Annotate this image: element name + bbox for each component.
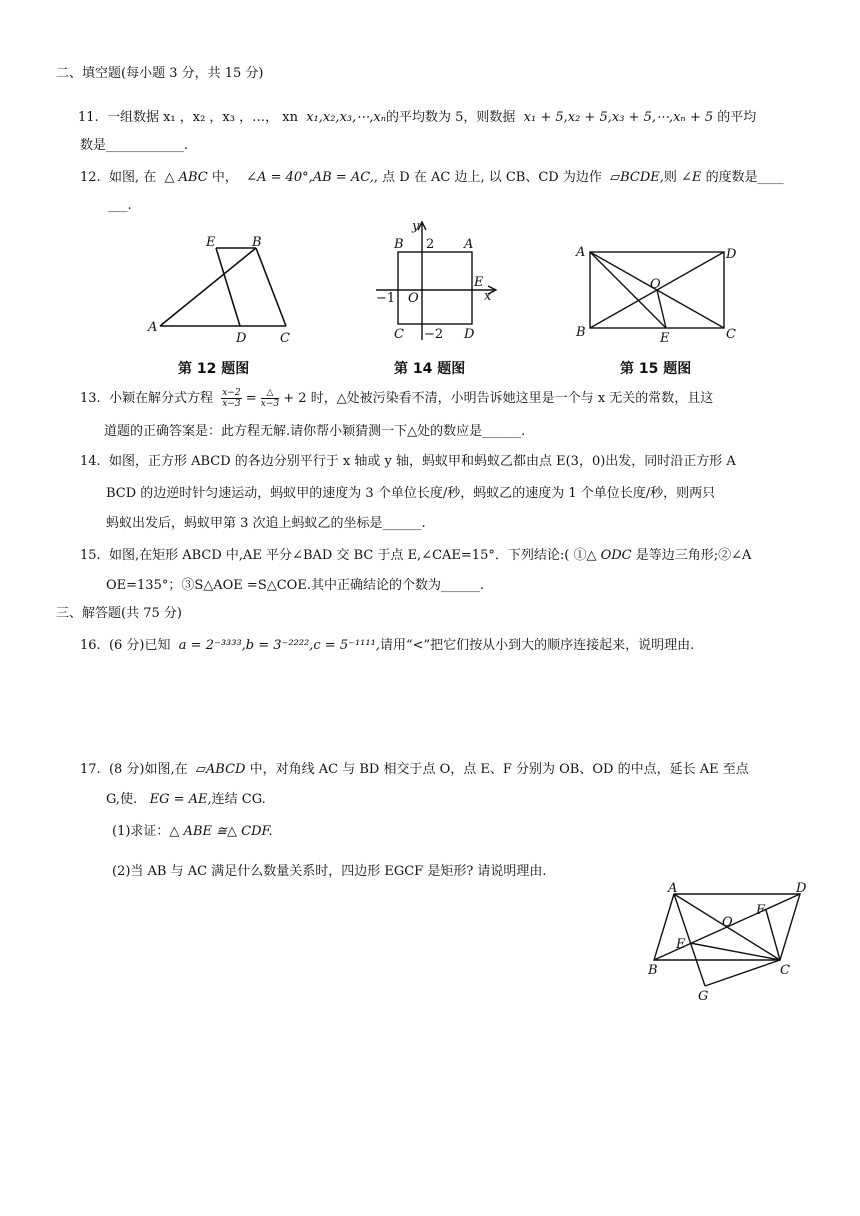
question-13-text-a: 小颖在解分式方程: [108, 391, 213, 406]
section-2-heading: 二、填空题(每小题 3 分，共 15 分): [56, 66, 264, 81]
fig12-label-d: D: [236, 331, 247, 346]
question-17-text-b: 中，对角线 AC 与 BD 相交于点 O，点 E、F 分别为 OB、OD 的中点，延长 AE 至点: [249, 762, 749, 777]
fig15-label-o: O: [650, 277, 661, 292]
question-12-text-e: 的度数是____: [705, 170, 784, 185]
question-15-text-b: 是等边三角形;②∠A: [635, 548, 752, 563]
question-16-text-b: 请用“<”把它们按从小到大的顺序连接起来，说明理由.: [379, 638, 695, 653]
fig17-label-f: F: [756, 903, 766, 918]
question-12-math-a: △ ABC: [164, 170, 208, 185]
figure-15-caption: 第 15 题图: [620, 361, 692, 377]
fig14-label-o: O: [408, 291, 419, 306]
section-3-heading: 三、解答题(共 75 分): [56, 606, 182, 621]
fig14-label-d: D: [464, 327, 475, 342]
fig17-label-g: G: [698, 989, 709, 1004]
question-11-text-c: 的平均: [717, 110, 757, 125]
figure-12-caption: 第 12 题图: [178, 361, 250, 377]
fig14-label-e: E: [474, 275, 484, 290]
question-11-line-1: [78, 108, 756, 128]
question-13-text-b: 时，△处被污染看不清，小明告诉她这里是一个与 x 无关的常数，且这: [310, 391, 714, 406]
question-13-plus-2: + 2: [283, 391, 307, 406]
fig17-label-e: E: [676, 937, 686, 952]
fig17-label-d: D: [796, 881, 807, 896]
question-15-math-a: △ ODC: [586, 548, 632, 563]
fig15-label-d: D: [726, 247, 737, 262]
question-11-line-2-text: 数是: [80, 138, 107, 153]
fig15-label-b: B: [576, 325, 586, 340]
fig14-label-c: C: [394, 327, 404, 342]
fig17-label-a: A: [668, 881, 678, 896]
fig15-label-e: E: [660, 331, 670, 346]
fig14-label-x: x: [484, 289, 492, 304]
question-15-circled-1: ①: [573, 548, 587, 563]
fraction-1-denominator: x−3: [222, 399, 241, 409]
question-13-equals: =: [245, 391, 257, 406]
question-13-line-2: 道题的正确答案是：此方程无解.请你帮小颖猜测一下△处的数应是______.: [104, 424, 526, 439]
question-17-line-1: [80, 760, 749, 780]
question-11-math-b: x₁ + 5,x₂ + 5,x₃ + 5,⋯,xₙ + 5: [523, 110, 714, 125]
question-17-line-2: [106, 790, 266, 810]
question-16-text-a: (6 分)已知: [108, 638, 171, 653]
figure-14-caption: 第 14 题图: [394, 361, 466, 377]
question-11-number: 11.: [78, 110, 99, 125]
fraction-2-numerator: △: [261, 388, 279, 399]
fig12-label-a: A: [148, 320, 158, 335]
fig14-label-minus1: −1: [376, 291, 396, 306]
fig14-label-y: y: [412, 219, 420, 234]
fig14-label-2: 2: [426, 237, 435, 252]
figure-14: [366, 216, 506, 350]
question-12-line-2: ___.: [108, 198, 132, 213]
question-12-text-a: 如图, 在: [108, 170, 157, 185]
question-11-line-2: [80, 136, 188, 156]
question-12-text-d: 则: [663, 170, 677, 185]
question-12-math-d: ∠E: [681, 170, 702, 185]
fraction-2-denominator: x−3: [260, 399, 280, 409]
question-15-number: 15.: [80, 548, 101, 563]
fig12-label-c: C: [280, 331, 290, 346]
question-16-math-a: a = 2⁻³³³³,b = 3⁻²²²²,c = 5⁻¹¹¹¹,: [178, 638, 380, 653]
question-16-line: [80, 636, 694, 656]
question-17-line-2-text-b: 连结 CG.: [211, 792, 266, 807]
question-17-text-a: (8 分)如图,在: [108, 762, 188, 777]
question-12-text-c: , 点 D 在 AC 边上, 以 CB、CD 为边作: [373, 170, 602, 185]
fig14-label-minus2: −2: [424, 327, 444, 342]
fig17-label-o: O: [722, 915, 733, 930]
question-14-line-2: BCD 的边逆时针匀速运动，蚂蚁甲的速度为 3 个单位长度/秒，蚂蚁乙的速度为 1 个单位长度/秒，则两只: [106, 486, 716, 501]
fig17-label-c: C: [780, 963, 790, 978]
question-13-fraction-2: [261, 388, 279, 409]
question-12-math-c: ▱BCDE,: [610, 170, 664, 185]
figure-17: [640, 880, 816, 1006]
question-13-number: 13.: [80, 391, 101, 406]
question-14-line-1: [80, 452, 736, 472]
question-12-text-b: 中，: [211, 170, 238, 185]
figure-15: [572, 236, 744, 346]
question-17-number: 17.: [80, 762, 101, 777]
question-13-fraction-1: [221, 388, 241, 409]
fig15-label-c: C: [726, 327, 736, 342]
question-14-number: 14.: [80, 454, 101, 469]
question-15-text-a: 如图,在矩形 ABCD 中,AE 平分∠BAD 交 BC 于点 E,∠CAE=15°．下列结论:(: [108, 548, 570, 563]
question-13-line-1: [80, 386, 713, 412]
question-15-line-2: OE=135°；③S△AOE =S△COE.其中正确结论的个数为______.: [106, 578, 485, 593]
fig14-label-a: A: [464, 237, 474, 252]
question-15-line-1: [80, 546, 751, 566]
question-16-number: 16.: [80, 638, 101, 653]
question-17-math-b: EG = AE,: [149, 792, 212, 807]
fig17-label-b: B: [648, 963, 658, 978]
question-17-line-2-text-a: G,使.: [106, 792, 138, 807]
question-14-line-1-text: 如图，正方形 ABCD 的各边分别平行于 x 轴或 y 轴，蚂蚁甲和蚂蚁乙都由点 E(3，0)出发，同时沿正方形 A: [108, 454, 736, 469]
fig14-label-b: B: [394, 237, 404, 252]
question-17-part-1: [112, 822, 273, 842]
question-17-part-1-text: (1)求证：: [112, 824, 170, 839]
question-12-number: 12.: [80, 170, 101, 185]
figure-12: [140, 228, 300, 348]
question-17-math-a: ▱ABCD: [195, 762, 246, 777]
fig15-label-a: A: [576, 245, 586, 260]
fraction-1-numerator: x−2: [222, 388, 241, 398]
question-11-text-b: 的平均数为 5，则数据: [385, 110, 516, 125]
question-11-blank: ____________.: [106, 138, 189, 153]
question-14-line-3: 蚂蚁出发后，蚂蚁甲第 3 次追上蚂蚁乙的坐标是______.: [106, 516, 426, 531]
question-11-text-a: 一组数据 x₁ ，x₂ ，x₃ ，…， xn: [106, 110, 298, 125]
question-17-math-c: △ ABE ≅△ CDF.: [169, 824, 273, 839]
question-11-math-a: x₁,x₂,x₃,⋯,xₙ: [306, 110, 386, 125]
fig12-label-e: E: [206, 235, 216, 250]
question-12-math-b: ∠A = 40°,AB = AC,: [246, 170, 374, 185]
question-12-line-1: [80, 168, 784, 188]
fig12-label-b: B: [252, 235, 262, 250]
question-17-part-2: (2)当 AB 与 AC 满足什么数量关系时，四边形 EGCF 是矩形? 请说明理由.: [112, 864, 547, 879]
